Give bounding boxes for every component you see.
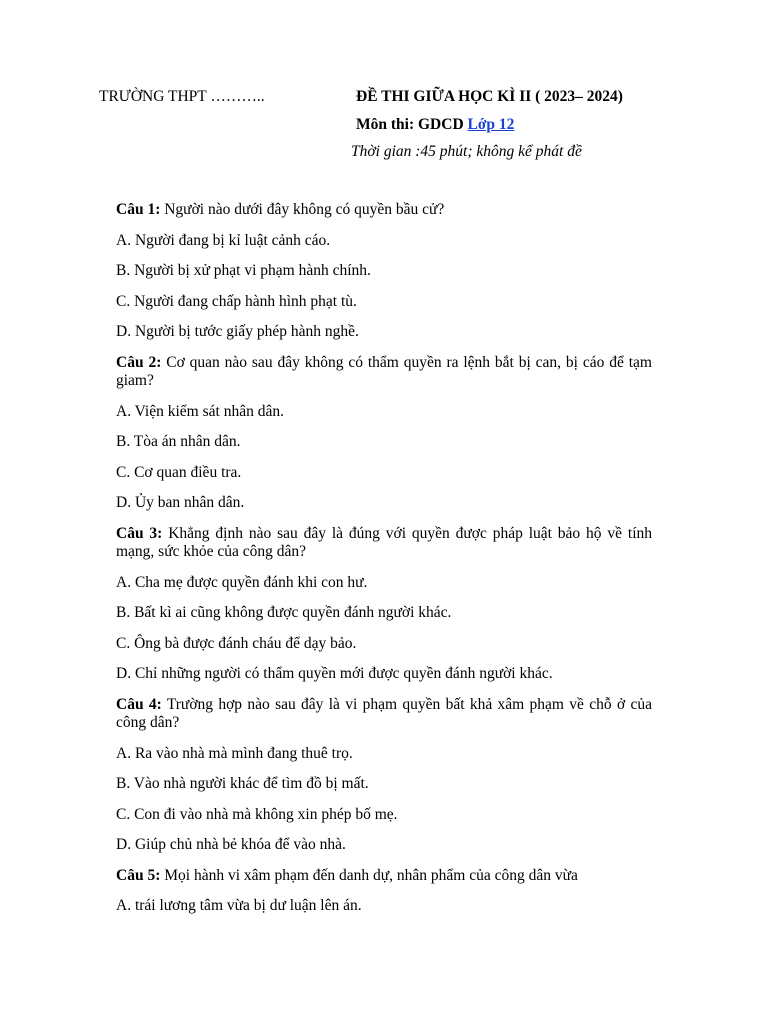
subject-label: Môn thi: GDCD — [356, 116, 464, 133]
option-1b: B. Người bị xử phạt vi phạm hành chính. — [116, 262, 371, 280]
grade-link[interactable]: Lớp 12 — [467, 116, 515, 133]
option-4a: A. Ra vào nhà mà mình đang thuê trọ. — [116, 744, 353, 762]
question-text: Cơ quan nào sau đây không có thẩm quyền ra lệnh bắt bị can, bị cáo để tạm giam? — [116, 353, 652, 389]
option-3c: C. Ông bà được đánh cháu để dạy bảo. — [116, 634, 357, 652]
question-label: Câu 4: — [116, 695, 162, 713]
option-2b: B. Tòa án nhân dân. — [116, 433, 241, 451]
question-label: Câu 3: — [116, 524, 163, 542]
option-2a: A. Viện kiểm sát nhân dân. — [116, 402, 284, 420]
question-label: Câu 2: — [116, 353, 162, 371]
question-label: Câu 5: — [116, 866, 161, 884]
option-1a: A. Người đang bị kỉ luật cảnh cáo. — [116, 231, 331, 249]
subject-line — [356, 116, 514, 134]
question-5 — [116, 867, 652, 885]
question-4 — [116, 696, 652, 732]
question-text: Trường hợp nào sau đây là vi phạm quyền bất khả xâm phạm về chỗ ở của công dân? — [116, 695, 652, 731]
question-2 — [116, 354, 652, 390]
option-5a: A. trái lương tâm vừa bị dư luận lên án. — [116, 897, 362, 915]
option-2c: C. Cơ quan điều tra. — [116, 463, 242, 481]
question-1 — [116, 201, 652, 219]
option-3b: B. Bất kì ai cũng không được quyền đánh người khác. — [116, 604, 452, 622]
option-2d: D. Ủy ban nhân dân. — [116, 494, 245, 512]
time-note: Thời gian :45 phút; không kể phát đề — [351, 143, 582, 160]
question-3 — [116, 525, 652, 561]
school-name: TRƯỜNG THPT ……….. — [99, 88, 265, 105]
question-text: Người nào dưới đây không có quyền bầu cử? — [164, 201, 445, 218]
questions-list — [116, 201, 652, 928]
question-label: Câu 1: — [116, 201, 161, 218]
option-4b: B. Vào nhà người khác để tìm đồ bị mất. — [116, 775, 369, 793]
option-4c: C. Con đi vào nhà mà không xin phép bố mẹ. — [116, 805, 398, 823]
question-text: Khẳng định nào sau đây là đúng với quyền được pháp luật bảo hộ về tính mạng, sức khỏe của công dân? — [116, 524, 653, 560]
option-4d: D. Giúp chủ nhà bẻ khóa để vào nhà. — [116, 836, 346, 854]
option-3a: A. Cha mẹ được quyền đánh khi con hư. — [116, 573, 368, 591]
option-1c: C. Người đang chấp hành hình phạt tù. — [116, 292, 357, 310]
question-text: Mọi hành vi xâm phạm đến danh dự, nhân phẩm của công dân vừa — [164, 866, 578, 884]
option-3d: D. Chỉ những người có thẩm quyền mới được quyền đánh người khác. — [116, 665, 553, 683]
exam-title: ĐỀ THI GIỮA HỌC KÌ II ( 2023– 2024) — [356, 88, 623, 105]
option-1d: D. Người bị tước giấy phép hành nghề. — [116, 323, 359, 341]
